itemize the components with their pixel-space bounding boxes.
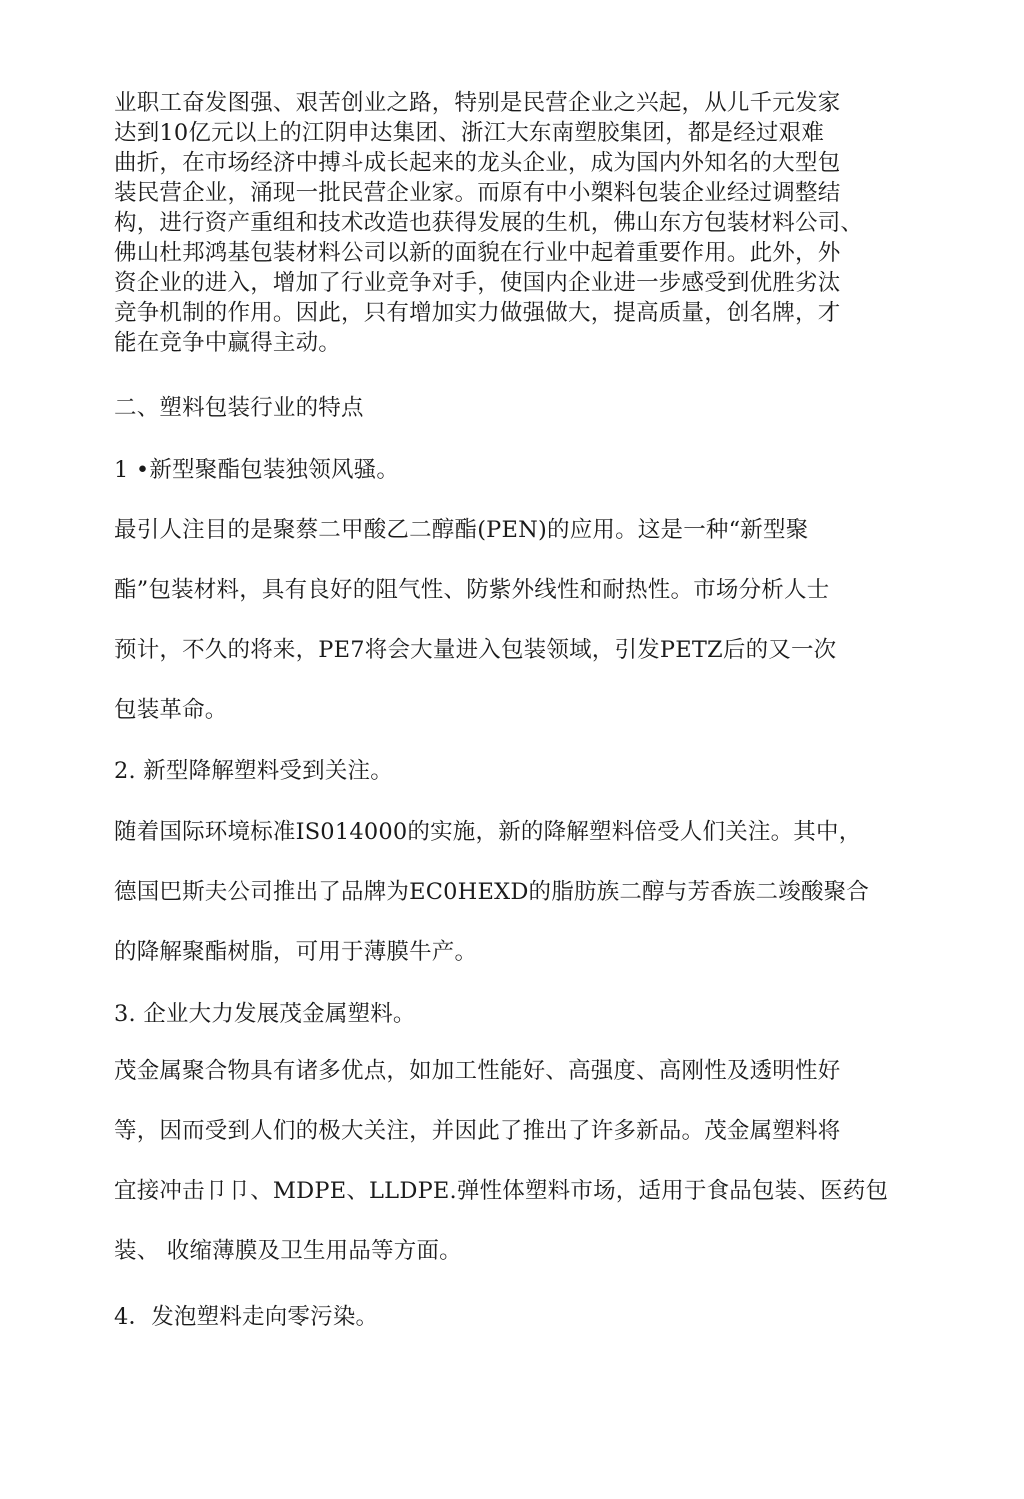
section-heading: 二、塑料包装行业的特点	[114, 395, 364, 421]
item-heading: 3. 企业大力发展茂金属塑料。	[114, 1001, 416, 1027]
paragraph-line: 随着国际环境标准IS014000的实施，新的降解塑料倍受人们关注。其中，	[114, 819, 862, 845]
paragraph-line: 装民营企业，涌现一批民营企业家。而原有中小槊料包装企业经过调整结	[114, 180, 841, 206]
paragraph-line: 佛山杜邦鸿基包装材料公司以新的面貌在行业中起着重要作用。此外，外	[114, 240, 841, 266]
paragraph-line: 酯”包装材料，具有良好的阻气性、防紫外线性和耐热性。市场分析人士	[114, 577, 830, 603]
paragraph-line: 等，因而受到人们的极大关注，并因此了推出了许多新品。茂金属塑料将	[114, 1118, 841, 1144]
paragraph-line: 茂金属聚合物具有诸多优点，如加工性能好、高强度、高刚性及透明性好	[114, 1058, 841, 1084]
paragraph-line: 达到10亿元以上的江阴申达集团、浙江大东南塑胶集团，都是经过艰难	[114, 120, 825, 146]
paragraph-line: 最引人注目的是聚蔡二甲酸乙二醇酯(PEN)的应用。这是一种“新型聚	[114, 517, 809, 543]
paragraph-line: 德国巴斯夫公司推出了品牌为EC0HEXD的脂肪族二醇与芳香族二竣酸聚合	[114, 879, 870, 905]
paragraph-line: 竞争机制的作用。因此，只有增加实力做强做大，提高质量，创名牌，才	[114, 300, 841, 326]
paragraph-line: 装、 收缩薄膜及卫生用品等方面。	[114, 1238, 462, 1264]
paragraph-line: 能在竞争中赢得主动。	[114, 330, 342, 356]
paragraph-line: 业职工奋发图强、艰苦创业之路，特别是民营企业之兴起，从儿千元发家	[114, 90, 841, 116]
paragraph-line: 的降解聚酯树脂，可用于薄膜牛产。	[114, 939, 478, 965]
paragraph-line: 构，进行资产重组和技术改造也获得发展的生机，佛山东方包装材料公司、	[114, 210, 864, 236]
paragraph-line: 曲折，在市场经济中搏斗成长起来的龙头企业，成为国内外知名的大型包	[114, 150, 841, 176]
item-heading: 2. 新型降解塑料受到关注。	[114, 758, 393, 784]
paragraph-line: 宜接冲击卩卩、MDPE、LLDPE.弹性体塑料市场，适用于食品包装、医药包	[114, 1178, 889, 1204]
paragraph-line: 资企业的进入，增加了行业竞争对手，使国内企业进一步感受到优胜劣汰	[114, 270, 841, 296]
paragraph-line: 包装革命。	[114, 697, 228, 723]
item-heading: 4．发泡塑料走向零污染。	[114, 1304, 379, 1330]
item-heading: 1 •新型聚酯包装独领风骚。	[114, 457, 400, 483]
paragraph-line: 预计，不久的将来，PE7将会大量进入包装领域，引发PETZ后的又一次	[114, 637, 837, 663]
